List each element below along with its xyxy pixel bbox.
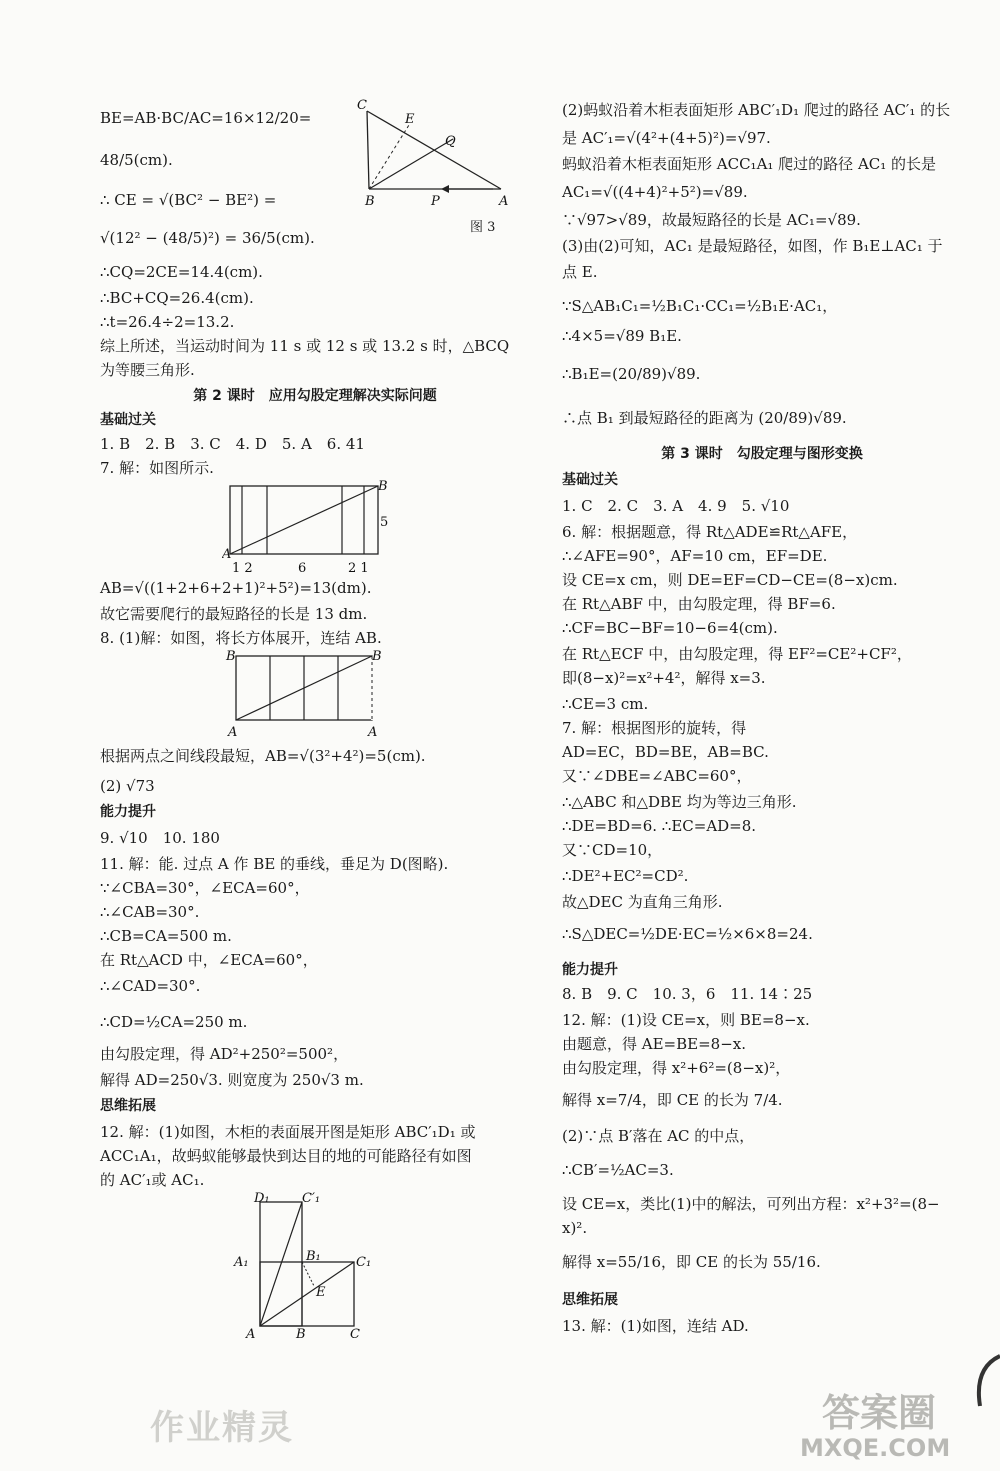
text-line: 8. B 9. C 10. 3，6 11. 14∶25 [562, 985, 813, 1003]
text-line: 由题意，得 AE=BE=8−x. [562, 1035, 746, 1053]
text-line: ∴t=26.4÷2=13.2. [100, 313, 235, 331]
text-line: 12. 解：(1)设 CE=x，则 BE=8−x. [562, 1011, 810, 1029]
text-line: (2)∵点 B′落在 AC 的中点， [562, 1127, 755, 1145]
text-line: ∴△ABC 和△DBE 均为等边三角形. [562, 793, 797, 811]
svg-text:2 1: 2 1 [348, 561, 369, 576]
text-line: ∴CB=CA=500 m. [100, 927, 232, 945]
text-line: ∴DE=BD=6. ∴EC=AD=8. [562, 817, 757, 835]
text-line: AC₁=√((4+4)²+5²)=√89. [562, 183, 748, 201]
text-line: 由勾股定理，得 x²+6²=(8−x)²， [562, 1059, 791, 1077]
text-line: 8. (1)解：如图，将长方体展开，连结 AB. [100, 629, 382, 647]
section-heading: 第 3 课时 勾股定理与图形变换 [661, 446, 863, 462]
text-line: 综上所述，当运动时间为 11 s 或 12 s 或 13.2 s 时，△BCQ [100, 337, 510, 355]
faint-stamp: 作业精灵 [150, 1408, 294, 1448]
svg-text:A₁: A₁ [234, 1255, 249, 1270]
text-line: ∴BC+CQ=26.4(cm). [100, 289, 254, 307]
svg-text:E: E [405, 112, 415, 127]
section-heading: 第 2 课时 应用勾股定理解决实际问题 [193, 388, 437, 404]
svg-text:A: A [222, 547, 232, 562]
text-line: ∴DE²+EC²=CD². [562, 867, 689, 885]
text-line: x)². [562, 1219, 588, 1237]
svg-text:B₁: B₁ [306, 1249, 321, 1264]
svg-text:B: B [372, 649, 382, 664]
subsection-heading: 思维拓展 [100, 1098, 156, 1114]
text-line: 故它需要爬行的最短路径的长是 13 dm. [100, 605, 368, 623]
text-line: AD=EC，BD=BE，AB=BC. [562, 743, 769, 761]
svg-text:D₁: D₁ [254, 1191, 270, 1206]
text-line: 又∵CD=10， [562, 841, 663, 859]
text-line: 1. C 2. C 3. A 4. 9 5. √10 [562, 497, 790, 515]
text-line: 设 CE=x cm，则 DE=EF=CD−CE=(8−x)cm. [562, 571, 898, 589]
text-line: ∴B₁E=(20/89)√89. [562, 365, 701, 383]
subsection-heading: 能力提升 [562, 962, 618, 978]
svg-text:A: A [499, 194, 509, 209]
text-line: 根据两点之间线段最短，AB=√(3²+4²)=5(cm). [100, 747, 426, 765]
subsection-heading: 能力提升 [100, 804, 156, 820]
text-line: (3)由(2)可知，AC₁ 是最短路径，如图，作 B₁E⊥AC₁ 于 [562, 237, 943, 255]
svg-text:Q: Q [445, 134, 456, 149]
text-line: 点 E. [562, 263, 598, 281]
subsection-heading: 基础过关 [100, 412, 156, 428]
text-line: (2)蚂蚁沿着木柜表面矩形 ABC′₁D₁ 爬过的路径 AC′₁ 的长 [562, 101, 951, 119]
text-line: 48/5(cm). [100, 151, 173, 169]
text-line: ACC₁A₁，故蚂蚁能够最快到达目的地的可能路径有如图 [100, 1147, 472, 1165]
text-line: AB=√((1+2+6+2+1)²+5²)=13(dm). [100, 579, 372, 597]
text-line: 9. √10 10. 180 [100, 829, 220, 847]
text-line: 11. 解：能. 过点 A 作 BE 的垂线，垂足为 D(图略). [100, 855, 449, 873]
text-line: 12. 解：(1)如图，木柜的表面展开图是矩形 ABC′₁D₁ 或 [100, 1123, 476, 1141]
text-line: ∵S△AB₁C₁=½B₁C₁·CC₁=½B₁E·AC₁， [562, 297, 838, 315]
text-line: 为等腰三角形. [100, 361, 195, 379]
text-line: ∴4×5=√89 B₁E. [562, 327, 682, 345]
svg-text:A: A [368, 725, 378, 740]
figure-12-cabinet-net [230, 1190, 380, 1340]
figure-caption: 图 3 [470, 220, 496, 235]
svg-text:B: B [296, 1327, 306, 1340]
figure-7-unfolded-box [222, 480, 392, 580]
text-line: 的 AC′₁或 AC₁. [100, 1171, 205, 1189]
watermark-url: MXQE.COM [800, 1434, 951, 1462]
text-line: √(12² − (48/5)²) = 36/5(cm). [100, 229, 315, 247]
text-line: ∴CD=½CA=250 m. [100, 1013, 248, 1031]
svg-text:6: 6 [298, 561, 307, 576]
text-line: ∵√97>√89，故最短路径的长是 AC₁=√89. [562, 211, 861, 229]
svg-text:E: E [316, 1285, 326, 1300]
text-line: ∴CQ=2CE=14.4(cm). [100, 263, 263, 281]
text-line: 由勾股定理，得 AD²+250²=500²， [100, 1045, 349, 1063]
text-line: ∵∠CBA=30°，∠ECA=60°， [100, 879, 310, 897]
text-line: ∴CF=BC−BF=10−6=4(cm). [562, 619, 778, 637]
text-line: 蚂蚁沿着木柜表面矩形 ACC₁A₁ 爬过的路径 AC₁ 的长是 [562, 155, 937, 173]
svg-text:A: A [228, 725, 238, 740]
subsection-heading: 基础过关 [562, 472, 618, 488]
text-line: 1. B 2. B 3. C 4. D 5. A 6. 41 [100, 435, 365, 453]
text-line: 设 CE=x，类比(1)中的解法，可列出方程：x²+3²=(8− [562, 1195, 940, 1213]
text-line: 解得 x=7/4，即 CE 的长为 7/4. [562, 1091, 783, 1109]
figure-3-triangle [345, 95, 525, 235]
text-line: 即(8−x)²=x²+4²，解得 x=3. [562, 669, 766, 687]
text-line: 在 Rt△ECF 中，由勾股定理，得 EF²=CE²+CF²， [562, 645, 912, 663]
text-line: ∴点 B₁ 到最短路径的距离为 (20/89)√89. [562, 409, 847, 427]
text-line: 解得 AD=250√3. 则宽度为 250√3 m. [100, 1071, 364, 1089]
decorative-arc [972, 1350, 1000, 1420]
text-line: 在 Rt△ACD 中，∠ECA=60°， [100, 951, 318, 969]
svg-text:C′₁: C′₁ [302, 1191, 321, 1206]
text-line: (2) √73 [100, 777, 155, 795]
subsection-heading: 思维拓展 [562, 1292, 618, 1308]
text-line: BE=AB·BC/AC=16×12/20= [100, 109, 312, 127]
text-line: ∴CB′=½AC=3. [562, 1161, 674, 1179]
svg-text:C: C [350, 1327, 360, 1340]
svg-text:B: B [365, 194, 375, 209]
svg-text:A: A [246, 1327, 256, 1340]
text-line: 13. 解：(1)如图，连结 AD. [562, 1317, 749, 1335]
figure-8-unfolded-box [222, 648, 392, 740]
text-line: 在 Rt△ABF 中，由勾股定理，得 BF=6. [562, 595, 836, 613]
text-line: 7. 解：如图所示. [100, 459, 214, 477]
text-line: ∴∠AFE=90°，AF=10 cm，EF=DE. [562, 547, 828, 565]
svg-text:B: B [226, 649, 236, 664]
text-line: ∴∠CAD=30°. [100, 977, 201, 995]
text-line: ∴S△DEC=½DE·EC=½×6×8=24. [562, 925, 813, 943]
svg-text:P: P [431, 194, 440, 209]
text-line: 7. 解：根据图形的旋转，得 [562, 719, 747, 737]
svg-text:C₁: C₁ [356, 1255, 372, 1270]
text-line: 6. 解：根据题意，得 Rt△ADE≌Rt△AFE， [562, 523, 858, 541]
text-line: 又∵∠DBE=∠ABC=60°， [562, 767, 752, 785]
text-line: ∴∠CAB=30°. [100, 903, 200, 921]
watermark-logo: 答案圈 [822, 1391, 937, 1435]
text-line: ∴CE=3 cm. [562, 695, 649, 713]
svg-text:B: B [378, 480, 388, 494]
text-line: 解得 x=55/16，即 CE 的长为 55/16. [562, 1253, 821, 1271]
text-line: 故△DEC 为直角三角形. [562, 893, 723, 911]
svg-text:5: 5 [380, 515, 389, 530]
svg-text:C: C [357, 98, 367, 113]
text-line: 是 AC′₁=√(4²+(4+5)²)=√97. [562, 129, 771, 147]
text-line: ∴ CE = √(BC² − BE²) = [100, 191, 277, 209]
svg-text:1 2: 1 2 [232, 561, 253, 576]
